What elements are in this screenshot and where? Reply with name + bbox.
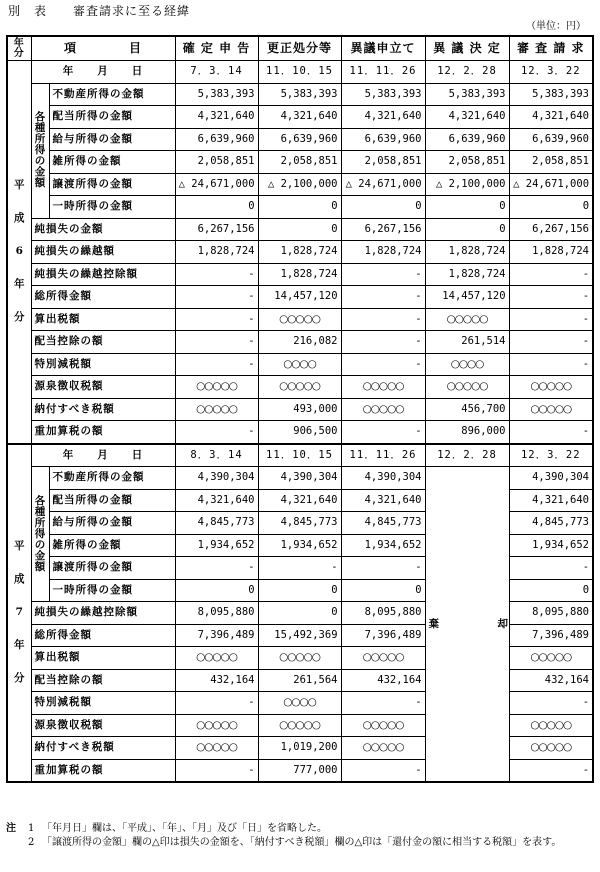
cell-filing: ○○○○○ bbox=[175, 398, 258, 421]
cell-correction: 11．10．15 bbox=[258, 444, 341, 467]
row-label: 雑所得の金額 bbox=[49, 534, 175, 557]
cell-filing: 1,828,724 bbox=[175, 241, 258, 264]
cell-correction: ○○○○○ bbox=[258, 376, 341, 399]
cell-review-request: - bbox=[509, 692, 593, 715]
cell-objection: - bbox=[341, 759, 425, 782]
cell-objection: - bbox=[341, 353, 425, 376]
cell-objection: 6,267,156 bbox=[341, 218, 425, 241]
table-row bbox=[7, 151, 593, 174]
cell-filing: - bbox=[175, 331, 258, 354]
cell-correction: 15,492,369 bbox=[258, 624, 341, 647]
cell-review-request: 1,828,724 bbox=[509, 241, 593, 264]
row-label: 配当控除の額 bbox=[31, 331, 175, 354]
row-label: 不動産所得の金額 bbox=[49, 467, 175, 490]
cell-correction: 906,500 bbox=[258, 421, 341, 444]
cell-review-request: 7,396,489 bbox=[509, 624, 593, 647]
cell-correction: 0 bbox=[258, 602, 341, 625]
cell-objection: - bbox=[341, 557, 425, 580]
cell-correction: ○○○○ bbox=[258, 353, 341, 376]
cell-filing: - bbox=[175, 692, 258, 715]
cell-review-request: 12．3．22 bbox=[509, 444, 593, 467]
cell-review-request: - bbox=[509, 263, 593, 286]
cell-correction: △ 2,100,000 bbox=[258, 173, 341, 196]
note-text: 「年月日」欄は、「平成」、「年」、「月」及び「日」を省略した。 bbox=[42, 823, 327, 834]
income-group-label-char: 所 bbox=[34, 133, 46, 145]
cell-filing: 2,058,851 bbox=[175, 151, 258, 174]
col-header-item: 項 目 bbox=[31, 36, 175, 61]
cell-correction: 4,845,773 bbox=[258, 512, 341, 535]
income-group-label-char: 各 bbox=[34, 494, 46, 507]
row-label: 特別減税額 bbox=[31, 692, 175, 715]
cell-filing: - bbox=[175, 557, 258, 580]
cell-review-request: - bbox=[509, 308, 593, 331]
cell-filing: 6,267,156 bbox=[175, 218, 258, 241]
cell-objection: 5,383,393 bbox=[341, 83, 425, 106]
cell-review-request: 6,267,156 bbox=[509, 218, 593, 241]
income-group-label-char: の bbox=[34, 538, 46, 551]
cell-objection-decision: ○○○○○ bbox=[425, 376, 509, 399]
table-header-row bbox=[7, 36, 593, 61]
cell-filing: - bbox=[175, 421, 258, 444]
notes-heading: 注 bbox=[6, 823, 16, 834]
cell-filing: 0 bbox=[175, 579, 258, 602]
col-header-objection: 異議申立て bbox=[341, 36, 425, 61]
year-label-char: 年 bbox=[14, 278, 25, 291]
cell-objection: 11．11．26 bbox=[341, 61, 425, 84]
cell-objection: 8,095,880 bbox=[341, 602, 425, 625]
cell-review-request: - bbox=[509, 331, 593, 354]
row-label: 算出税額 bbox=[31, 647, 175, 670]
year-label-char: 平 bbox=[14, 540, 25, 553]
cell-correction: - bbox=[258, 557, 341, 580]
cell-objection: △ 24,671,000 bbox=[341, 173, 425, 196]
cell-filing: 432,164 bbox=[175, 669, 258, 692]
income-group-label-char: 各 bbox=[34, 111, 46, 123]
cell-review-request: 432,164 bbox=[509, 669, 593, 692]
year-label bbox=[7, 444, 31, 783]
appendix-label: 別 表 bbox=[8, 4, 48, 18]
table-row bbox=[7, 196, 593, 219]
page-header bbox=[8, 2, 190, 19]
cell-objection: 1,828,724 bbox=[341, 241, 425, 264]
year-label-char: 分 bbox=[14, 672, 25, 685]
income-group-label-char: 額 bbox=[34, 177, 46, 189]
cell-objection-decision: 0 bbox=[425, 196, 509, 219]
cell-correction: 1,828,724 bbox=[258, 263, 341, 286]
row-label: 純損失の繰越控除額 bbox=[31, 263, 175, 286]
row-label: 純損失の繰越額 bbox=[31, 241, 175, 264]
cell-objection-decision: 14,457,120 bbox=[425, 286, 509, 309]
cell-objection-decision: 1,828,724 bbox=[425, 263, 509, 286]
table-row bbox=[7, 331, 593, 354]
year-label-char: 成 bbox=[14, 212, 25, 225]
document-title: 審査請求に至る経緯 bbox=[73, 4, 191, 18]
cell-objection: - bbox=[341, 331, 425, 354]
cell-objection-decision: 261,514 bbox=[425, 331, 509, 354]
row-label: 純損失の金額 bbox=[31, 218, 175, 241]
cell-filing: 5,383,393 bbox=[175, 83, 258, 106]
year-label-char: 分 bbox=[14, 311, 25, 324]
cell-filing: ○○○○○ bbox=[175, 714, 258, 737]
cell-filing: △ 24,671,000 bbox=[175, 173, 258, 196]
note-item bbox=[6, 836, 594, 850]
cell-correction: ○○○○ bbox=[258, 692, 341, 715]
row-label: 納付すべき税額 bbox=[31, 737, 175, 760]
cell-objection: 6,639,960 bbox=[341, 128, 425, 151]
row-label: 年 月 日 bbox=[31, 444, 175, 467]
cell-objection: - bbox=[341, 308, 425, 331]
cell-filing: 7,396,489 bbox=[175, 624, 258, 647]
income-group-label bbox=[31, 83, 49, 218]
note-item bbox=[6, 822, 594, 836]
cell-objection: ○○○○○ bbox=[341, 737, 425, 760]
cell-objection-decision: ○○○○○ bbox=[425, 308, 509, 331]
cell-review-request: ○○○○○ bbox=[509, 714, 593, 737]
cell-objection: 2,058,851 bbox=[341, 151, 425, 174]
cell-filing: ○○○○○ bbox=[175, 376, 258, 399]
note-text: 「譲渡所得の金額」欄の△印は損失の金額を、「納付すべき税額」欄の△印は「還付金の額に相当する税額」を表す。 bbox=[42, 837, 562, 848]
income-group-label-char: 種 bbox=[34, 505, 46, 518]
row-label: 純損失の繰越控除額 bbox=[31, 602, 175, 625]
cell-correction: 4,321,640 bbox=[258, 489, 341, 512]
year-label-char: 7 bbox=[15, 606, 23, 619]
year-label bbox=[7, 61, 31, 444]
cell-review-request: 0 bbox=[509, 196, 593, 219]
row-label: 一時所得の金額 bbox=[49, 196, 175, 219]
table-row bbox=[7, 308, 593, 331]
cell-review-request: - bbox=[509, 286, 593, 309]
cell-review-request: 2,058,851 bbox=[509, 151, 593, 174]
cell-objection: 4,321,640 bbox=[341, 489, 425, 512]
row-label: 源泉徴収税額 bbox=[31, 714, 175, 737]
cell-objection-decision: 12．2．28 bbox=[425, 61, 509, 84]
cell-review-request: △ 24,671,000 bbox=[509, 173, 593, 196]
cell-objection: 11．11．26 bbox=[341, 444, 425, 467]
cell-objection: 4,321,640 bbox=[341, 106, 425, 129]
cell-objection: - bbox=[341, 692, 425, 715]
cell-objection: 7,396,489 bbox=[341, 624, 425, 647]
year-label-char: 6 bbox=[15, 245, 23, 258]
income-group-label-char: の bbox=[34, 155, 46, 167]
cell-review-request: - bbox=[509, 557, 593, 580]
table-row bbox=[7, 421, 593, 444]
cell-filing: 4,321,640 bbox=[175, 106, 258, 129]
cell-correction: 777,000 bbox=[258, 759, 341, 782]
cell-review-request: ○○○○○ bbox=[509, 376, 593, 399]
cell-filing: - bbox=[175, 353, 258, 376]
income-group-label-char: 得 bbox=[34, 527, 46, 540]
cell-review-request: 1,934,652 bbox=[509, 534, 593, 557]
cell-objection: ○○○○○ bbox=[341, 714, 425, 737]
col-header-review-request: 審 査 請 求 bbox=[509, 36, 593, 61]
row-label: 算出税額 bbox=[31, 308, 175, 331]
cell-filing: - bbox=[175, 286, 258, 309]
cell-objection: ○○○○○ bbox=[341, 376, 425, 399]
cell-filing: 4,845,773 bbox=[175, 512, 258, 535]
cell-objection: - bbox=[341, 286, 425, 309]
row-label: 総所得金額 bbox=[31, 624, 175, 647]
row-label: 給与所得の金額 bbox=[49, 128, 175, 151]
income-group-label-char: 得 bbox=[34, 144, 46, 156]
cell-correction: 493,000 bbox=[258, 398, 341, 421]
cell-correction: 5,383,393 bbox=[258, 83, 341, 106]
cell-correction: 2,058,851 bbox=[258, 151, 341, 174]
note-number: 2 bbox=[28, 837, 35, 848]
cell-filing: - bbox=[175, 263, 258, 286]
cell-review-request: 5,383,393 bbox=[509, 83, 593, 106]
cell-review-request: 12．3．22 bbox=[509, 61, 593, 84]
cell-objection: ○○○○○ bbox=[341, 398, 425, 421]
col-header-year: 年分 bbox=[7, 36, 31, 61]
row-label: 配当控除の額 bbox=[31, 669, 175, 692]
cell-objection-decision: ○○○○ bbox=[425, 353, 509, 376]
table-row bbox=[7, 218, 593, 241]
cell-filing: - bbox=[175, 308, 258, 331]
table-row bbox=[7, 241, 593, 264]
cell-objection-decision: 4,321,640 bbox=[425, 106, 509, 129]
cell-objection-decision: 0 bbox=[425, 218, 509, 241]
cell-objection-decision: 6,639,960 bbox=[425, 128, 509, 151]
cell-review-request: ○○○○○ bbox=[509, 647, 593, 670]
cell-filing: 7．3．14 bbox=[175, 61, 258, 84]
income-group-label-char: 所 bbox=[34, 516, 46, 529]
cell-correction: 1,019,200 bbox=[258, 737, 341, 760]
row-label: 総所得金額 bbox=[31, 286, 175, 309]
row-label: 譲渡所得の金額 bbox=[49, 557, 175, 580]
cell-review-request: ○○○○○ bbox=[509, 398, 593, 421]
note-number: 1 bbox=[28, 823, 35, 834]
year-label-char: 平 bbox=[14, 179, 25, 192]
cell-filing: 8,095,880 bbox=[175, 602, 258, 625]
col-header-correction: 更正処分等 bbox=[258, 36, 341, 61]
cell-correction: 216,082 bbox=[258, 331, 341, 354]
row-label: 年 月 日 bbox=[31, 61, 175, 84]
cell-filing: 8．3．14 bbox=[175, 444, 258, 467]
table-row bbox=[7, 263, 593, 286]
cell-correction: 1,934,652 bbox=[258, 534, 341, 557]
cell-review-request: 4,390,304 bbox=[509, 467, 593, 490]
cell-review-request: 4,321,640 bbox=[509, 106, 593, 129]
row-label: 一時所得の金額 bbox=[49, 579, 175, 602]
cell-filing: ○○○○○ bbox=[175, 737, 258, 760]
table-row bbox=[7, 444, 593, 467]
cell-filing: - bbox=[175, 759, 258, 782]
year-label-char: 年 bbox=[14, 639, 25, 652]
cell-objection-decision: 5,383,393 bbox=[425, 83, 509, 106]
cell-review-request: - bbox=[509, 421, 593, 444]
cell-objection-decision: 2,058,851 bbox=[425, 151, 509, 174]
cell-objection: 4,390,304 bbox=[341, 467, 425, 490]
cell-filing: 4,390,304 bbox=[175, 467, 258, 490]
cell-correction: 14,457,120 bbox=[258, 286, 341, 309]
cell-correction: ○○○○○ bbox=[258, 308, 341, 331]
cell-review-request: ○○○○○ bbox=[509, 737, 593, 760]
history-table bbox=[6, 35, 594, 783]
cell-correction: 0 bbox=[258, 579, 341, 602]
row-label: 重加算税の額 bbox=[31, 759, 175, 782]
income-group-label-char: 種 bbox=[34, 122, 46, 134]
cell-correction: 11．10．15 bbox=[258, 61, 341, 84]
cell-objection-decision: 1,828,724 bbox=[425, 241, 509, 264]
table-row bbox=[7, 83, 593, 106]
table-row bbox=[7, 128, 593, 151]
cell-review-request: - bbox=[509, 759, 593, 782]
table-row bbox=[7, 173, 593, 196]
cell-objection: - bbox=[341, 421, 425, 444]
cell-correction: 261,564 bbox=[258, 669, 341, 692]
cell-review-request: 8,095,880 bbox=[509, 602, 593, 625]
table-row bbox=[7, 376, 593, 399]
cell-review-request: 6,639,960 bbox=[509, 128, 593, 151]
cell-review-request: 4,845,773 bbox=[509, 512, 593, 535]
cell-correction: ○○○○○ bbox=[258, 714, 341, 737]
row-label: 譲渡所得の金額 bbox=[49, 173, 175, 196]
cell-objection-decision: 456,700 bbox=[425, 398, 509, 421]
cell-objection-decision: 896,000 bbox=[425, 421, 509, 444]
cell-objection: 4,845,773 bbox=[341, 512, 425, 535]
table-row bbox=[7, 467, 593, 490]
row-label: 給与所得の金額 bbox=[49, 512, 175, 535]
cell-objection: 0 bbox=[341, 579, 425, 602]
cell-correction: 0 bbox=[258, 196, 341, 219]
row-label: 雑所得の金額 bbox=[49, 151, 175, 174]
cell-objection: - bbox=[341, 263, 425, 286]
cell-correction: 4,390,304 bbox=[258, 467, 341, 490]
cell-objection: ○○○○○ bbox=[341, 647, 425, 670]
cell-objection-decision: 12．2．28 bbox=[425, 444, 509, 467]
row-label: 配当所得の金額 bbox=[49, 489, 175, 512]
row-label: 納付すべき税額 bbox=[31, 398, 175, 421]
col-header-objection-decision: 異 議 決 定 bbox=[425, 36, 509, 61]
table-row bbox=[7, 61, 593, 84]
year-label-char: 成 bbox=[14, 573, 25, 586]
cell-objection: 0 bbox=[341, 196, 425, 219]
unit-label: （単位：円） bbox=[526, 21, 586, 32]
col-header-filing: 確 定 申 告 bbox=[175, 36, 258, 61]
cell-filing: ○○○○○ bbox=[175, 647, 258, 670]
cell-correction: 4,321,640 bbox=[258, 106, 341, 129]
cell-objection: 432,164 bbox=[341, 669, 425, 692]
income-group-label-char: 金 bbox=[34, 166, 46, 178]
table-row bbox=[7, 353, 593, 376]
cell-objection: 1,934,652 bbox=[341, 534, 425, 557]
notes bbox=[6, 822, 594, 850]
income-group-label-char: 金 bbox=[34, 549, 46, 562]
cell-review-request: - bbox=[509, 353, 593, 376]
cell-correction: 1,828,724 bbox=[258, 241, 341, 264]
table-row bbox=[7, 286, 593, 309]
dismissed-cell: 棄 却 bbox=[425, 467, 509, 783]
cell-filing: 1,934,652 bbox=[175, 534, 258, 557]
cell-review-request: 4,321,640 bbox=[509, 489, 593, 512]
row-label: 特別減税額 bbox=[31, 353, 175, 376]
income-group-label-char: 額 bbox=[34, 560, 46, 573]
table-row bbox=[7, 398, 593, 421]
cell-filing: 4,321,640 bbox=[175, 489, 258, 512]
cell-filing: 6,639,960 bbox=[175, 128, 258, 151]
row-label: 源泉徴収税額 bbox=[31, 376, 175, 399]
cell-correction: ○○○○○ bbox=[258, 647, 341, 670]
row-label: 不動産所得の金額 bbox=[49, 83, 175, 106]
cell-correction: 6,639,960 bbox=[258, 128, 341, 151]
row-label: 重加算税の額 bbox=[31, 421, 175, 444]
income-group-label bbox=[31, 467, 49, 602]
row-label: 配当所得の金額 bbox=[49, 106, 175, 129]
cell-correction: 0 bbox=[258, 218, 341, 241]
cell-review-request: 0 bbox=[509, 579, 593, 602]
table-row bbox=[7, 106, 593, 129]
cell-filing: 0 bbox=[175, 196, 258, 219]
cell-objection-decision: △ 2,100,000 bbox=[425, 173, 509, 196]
